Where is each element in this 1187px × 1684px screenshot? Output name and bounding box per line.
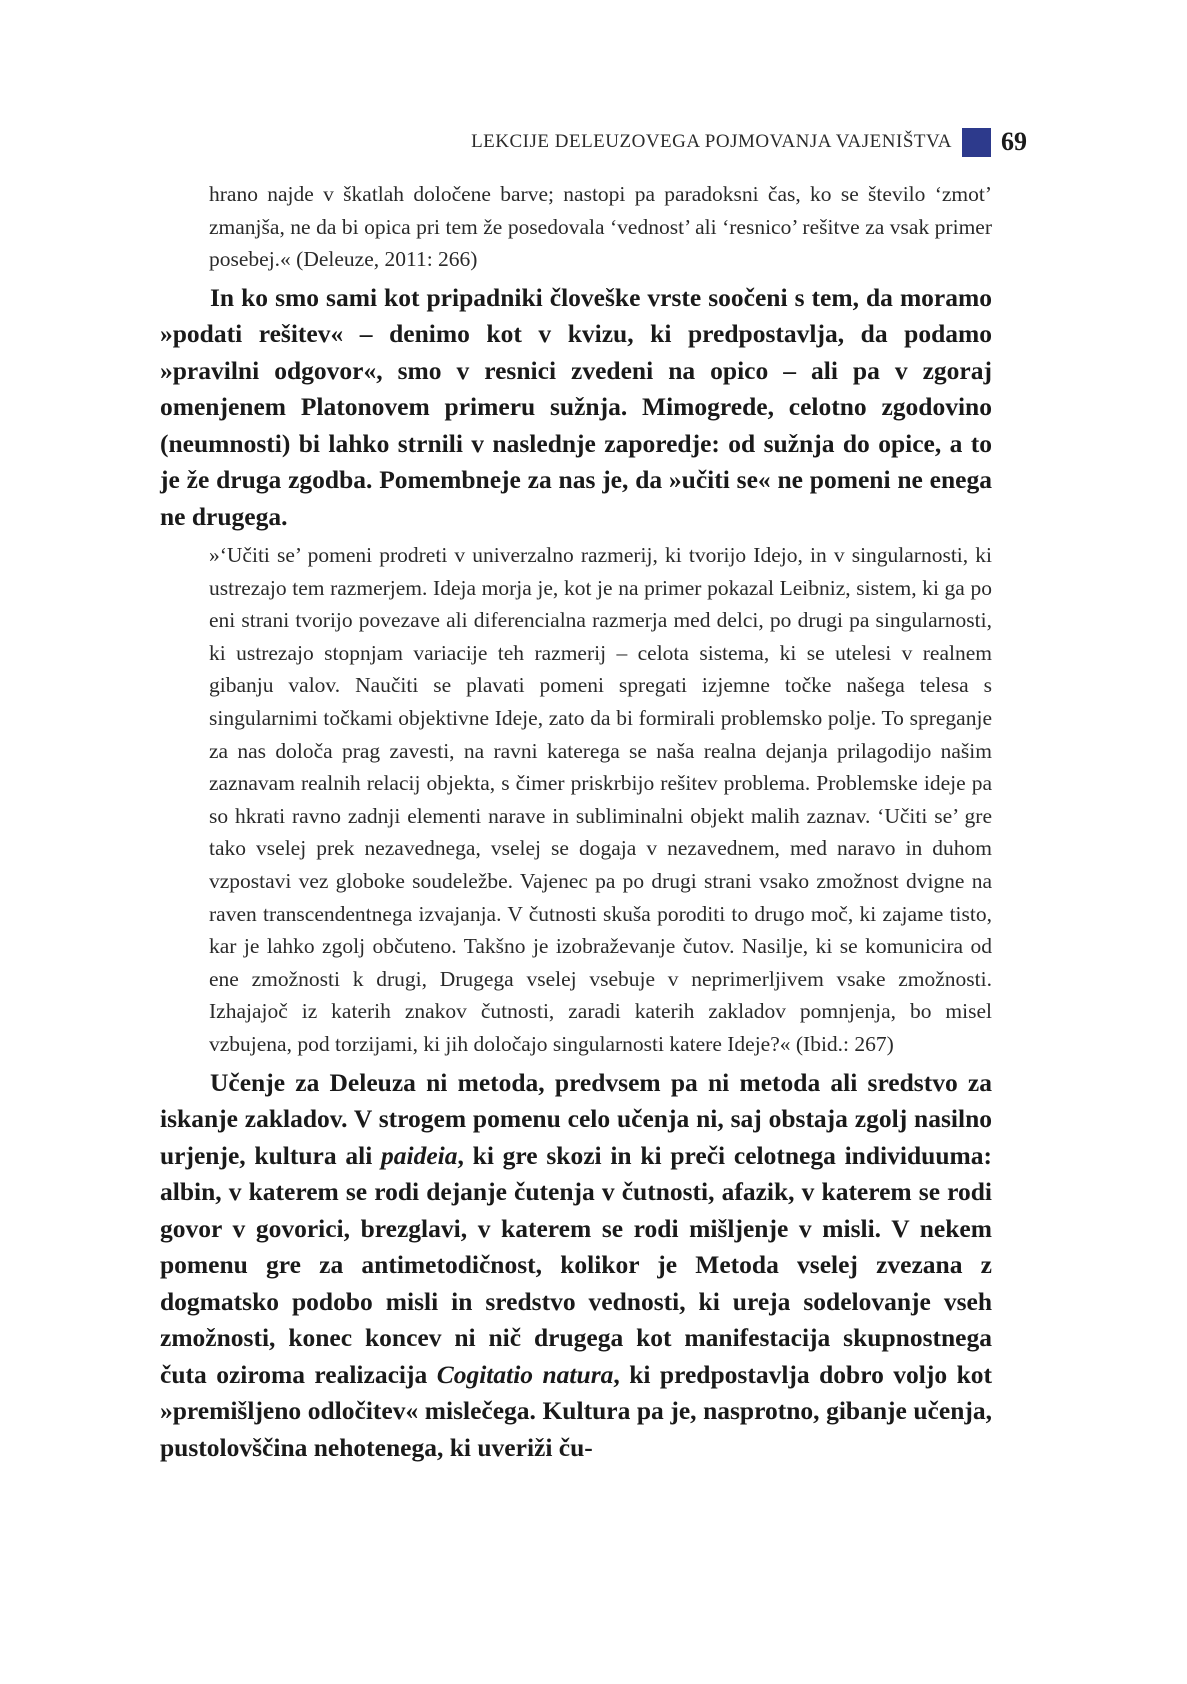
paragraph-2-part-2: , ki gre skozi in ki preči celotnega individuuma: albin, v katerem se rodi dejanje čutenja v čutnosti, afazik, v katerem se rodi govor v govorici, brezglavi, v katerem se rodi mišljenje v misli. V nekem pomenu gre za antimetodičnost, kolikor je Metoda vselej zvezana z dogmatsko podobo misli in sredstvo vednosti, ki ureja sodelovanje vseh zmožnosti, konec koncev ni nič drugega kot manifestacija skupnostnega čuta oziroma realizacija bbox=[160, 1140, 992, 1389]
paragraph-2-italic-cogitatio: Cogitatio natura bbox=[436, 1359, 614, 1389]
accent-square bbox=[962, 128, 991, 157]
page-content bbox=[160, 178, 992, 1470]
quote-continuation: hrano najde v škatlah določene barve; nastopi pa paradoksni čas, ko se število ‘zmot’ zmanjša, ne da bi opica pri tem že posedovala ‘vednost’ ali ‘resnico’ rešitve za vsak primer posebej.« (Deleuze, 2011: 266) bbox=[209, 182, 992, 271]
running-header bbox=[160, 126, 1027, 158]
body-paragraph-2 bbox=[160, 1065, 992, 1467]
body-paragraph-1: In ko smo sami kot pripadniki človeške vrste soočeni s tem, da moramo »podati rešitev« – denimo kot v kvizu, ki predpostavlja, da podamo »pravilni odgovor«, smo v resnici zvedeni na opico – ali pa v zgoraj omenjenem Platonovem primeru sužnja. Mimogrede, celotno zgodovino (neumnosti) bi lahko strnili v naslednje zaporedje: od sužnja do opice, a to je že druga zgodba. Pomembneje za nas je, da »učiti se« ne pomeni ne enega ne drugega. bbox=[160, 282, 992, 531]
page-number: 69 bbox=[1001, 127, 1027, 156]
paragraph-2-part-3: , ki predpostavlja dobro voljo kot »premišljeno odločitev« mislečega. Kultura pa je, nasprotno, gibanje učenja, pustolovščina nehotenega, ki uveriži ču- bbox=[160, 1359, 992, 1462]
block-quote: »‘Učiti se’ pomeni prodreti v univerzalno razmerij, ki tvorijo Idejo, in v singularnosti, ki ustrezajo tem razmerjem. Ideja morja je, kot je na primer pokazal Leibniz, sistem, ki ga po eni strani tvorijo povezave ali diferencialna razmerja med delci, po drugi pa singularnosti, ki ustrezajo stopnjam variacije teh razmerij – celota sistema, ki se utelesi v realnem gibanju valov. Naučiti se plavati pomeni spregati izjemne točke našega telesa s singularnimi točkami objektivne Ideje, zato da bi formirali problemsko polje. To spreganje za nas določa prag zavesti, na ravni katerega se naša realna dejanja prilagodijo našim zaznavam realnih relacij objekta, s čimer priskrbijo rešitev problema. Problemske ideje pa so hkrati ravno zadnji elementi narave in subliminalni objekt malih zaznav. ‘Učiti se’ gre tako vselej prek nezavednega, vselej se dogaja v nezavednem, med naravo in duhom vzpostavi vez globoke soudeležbe. Vajenec pa po drugi strani vsako zmožnost dvigne na raven transcendentnega izvajanja. V čutnosti skuša poroditi to drugo moč, ki zajame tisto, kar je lahko zgolj občuteno. Takšno je izobraževanje čutov. Nasilje, ki se komunicira od ene zmožnosti k drugi, Drugega vselej vsebuje v neprimerljivem vsake zmožnosti. Izhajajoč iz katerih znakov čutnosti, zaradi katerih zakladov pomnjenja, bo misel vzbujena, pod torzijami, ki jih določajo singularnosti katere Ideje?« (Ibid.: 267) bbox=[209, 543, 992, 1056]
paragraph-2-italic-paideia: paideia bbox=[381, 1140, 458, 1170]
paragraph-2-part-1: Učenje za Deleuza ni metoda, predvsem pa ni metoda ali sredstvo za iskanje zakladov. V strogem pomenu celo učenja ni, saj obstaja zgolj nasilno urjenje, kultura ali bbox=[160, 1067, 992, 1170]
running-title: LEKCIJE DELEUZOVEGA POJMOVANJA VAJENIŠTVA bbox=[471, 131, 952, 152]
